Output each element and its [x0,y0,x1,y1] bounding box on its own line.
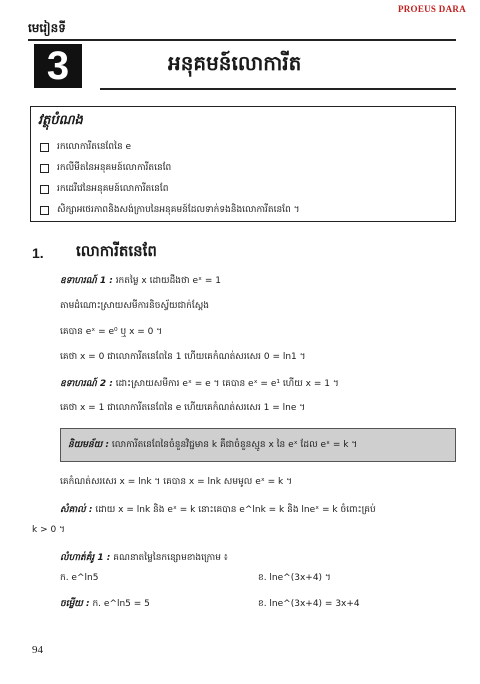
page-number: 94 [32,644,43,656]
definition-text: លោការីតនេពែនៃចំនួនវិជ្ជមាន k គឺជាចំនួនស្មូន x នៃ eˣ ដែល eˣ = k ។ [111,440,358,450]
chapter-divider [100,88,456,90]
chapter-number: 3 [34,44,82,88]
chapter-title: អនុគមន៍លោការីត [168,51,302,75]
watermark-text: PROEUS DARA [397,4,466,14]
example1-row [60,275,221,288]
example2-task: ដោះស្រាយសមីការ eˣ = e ។ គេបាន eˣ = e¹ ហើយ x = 1 ។ [115,379,339,389]
objective-item [40,204,300,217]
example1-line1: តាមដំណោះស្រាយសមីការនិចស្វ័យជាក់ស្តែង [60,301,210,311]
example2-line1: គេថា x = 1 ជាលោការីតនេពែនៃ e ហើយគេកំណត់សរសេរ 1 = lne ។ [60,403,306,413]
exercise-part-b: ខ. lne^(3x+4) ។ [258,573,331,583]
section-title: លោការីតនេពែ [76,242,157,260]
note-label: សំគាល់ : [60,505,93,515]
objective-item [40,141,131,154]
example1-line2: គេបាន eˣ = e⁰ ឬ x = 0 ។ [60,327,163,337]
example2-row [60,378,339,391]
checkbox-icon [40,185,49,194]
lesson-divider [28,39,456,41]
note-line2: k > 0 ។ [32,525,65,535]
exercise-row [60,552,228,565]
objective-text: សិក្សាអថេរភាពនិងសង់ក្រាបនៃអនុគមន៍ដែលទាក់ទងនិងលោការីតនេពែ ។ [57,205,300,215]
objective-item [40,183,168,196]
definition-notation: គេកំណត់សរសេរ x = lnk ។ គេបាន x = lnk សមមូល eˣ = k ។ [60,477,293,487]
answer-row [60,598,150,611]
example1-task: រកតម្លៃ x ដោយដឹងថា eˣ = 1 [115,276,221,286]
definition-label: និយមន័យ : [68,440,110,450]
section-number: 1. [32,245,44,261]
lesson-label: មេរៀនទី [28,21,66,35]
checkbox-icon [40,143,49,152]
note-row [60,504,376,517]
objectives-title: វត្ថុបំណង [38,113,83,128]
answer-part-a: ក. e^ln5 = 5 [92,599,150,609]
example1-line3: គេថា x = 0 ជាលោការីតនេពែនៃ 1 ហើយគេកំណត់សរសេរ 0 = ln1 ។ [60,352,306,362]
example2-label: ឧទាហរណ៍ 2 : [60,379,113,389]
objective-text: រកលោការីតនេពែនៃ e [57,142,132,152]
objective-item [40,162,171,175]
exercise-task: គណនាតម្លៃនៃកន្សោមខាងក្រោម ៖ [113,553,228,563]
definition-row [68,439,357,452]
objective-text: រកលីមីតនៃអនុគមន៍លោការីតនេពែ [57,163,172,173]
exercise-label: លំហាត់គំរូ 1 : [60,553,111,563]
objective-text: រកដេរីវេនៃអនុគមន៍លោការីតនេពែ [57,184,169,194]
checkbox-icon [40,164,49,173]
note-line1: ដោយ x = lnk និង eˣ = k នោះគេបាន e^lnk = k និង lneˣ = k ចំពោះគ្រប់ [95,505,376,515]
answer-part-b: ខ. lne^(3x+4) = 3x+4 [258,599,360,609]
answer-label: ចម្លើយ : [60,599,90,609]
example1-label: ឧទាហរណ៍ 1 : [60,276,113,286]
exercise-part-a: ក. e^ln5 [60,573,99,583]
checkbox-icon [40,206,49,215]
